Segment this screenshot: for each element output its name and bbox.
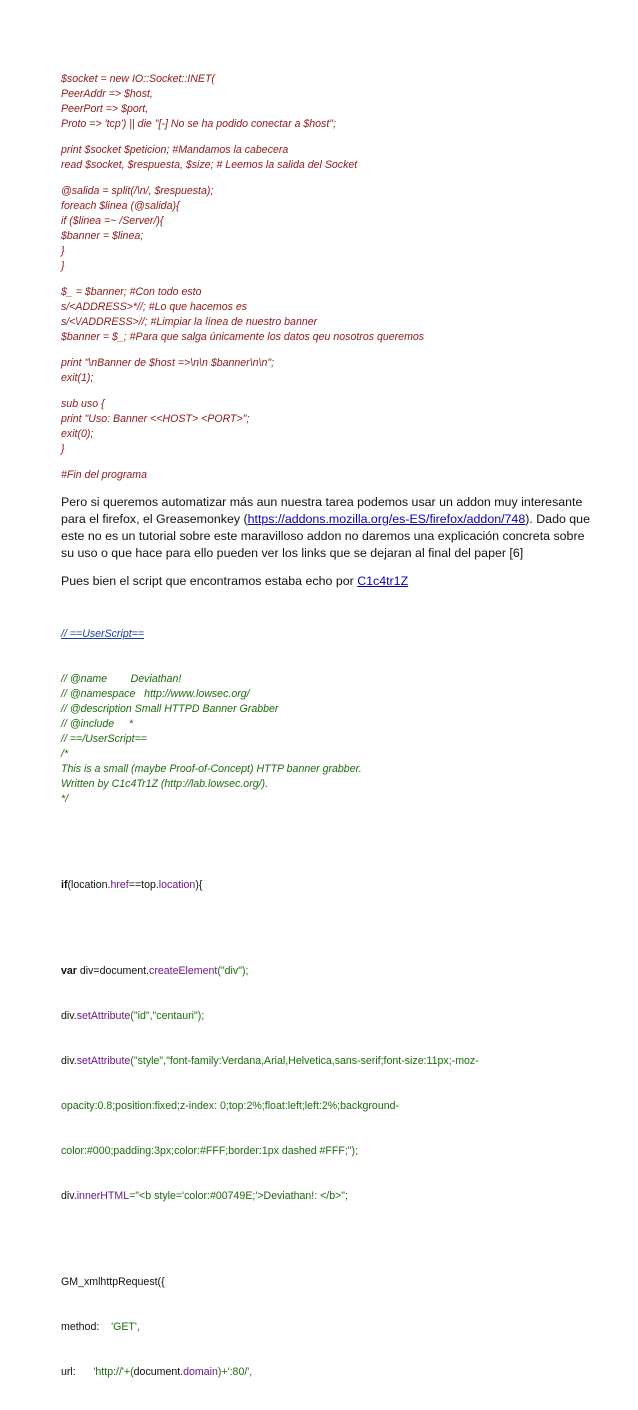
userscript-line: // @name Deviathan! (61, 673, 182, 685)
userscript-line: /* (61, 748, 69, 760)
perl-code-line: } (61, 245, 65, 257)
perl-code-line: $banner = $linea; (61, 230, 144, 242)
paragraph-text: Pero si queremos automatizar más aun nuestra tarea podemos usar un addon muy interesante para el firefox, el Greasemonkey ( (61, 495, 583, 526)
perl-code-line: exit(1); (61, 372, 94, 384)
perl-code-line: sub uso { (61, 398, 105, 410)
perl-code-line: s/<ADDRESS>*//; #Lo que hacemos es (61, 301, 248, 313)
perl-code-line: if ($linea =~ /Server/){ (61, 215, 164, 227)
perl-code-line: Proto => 'tcp') || die "[-] No se ha podido conectar a $host"; (61, 118, 337, 130)
js-url-line: url: 'http://'+(document.domain)+':80/', (61, 1366, 253, 1378)
perl-code-line: PeerPort => $port, (61, 103, 149, 115)
perl-code-line: s/<\/ADDRESS>//; #Limpiar la línea de nuestro banner (61, 316, 318, 328)
perl-code-line: #Fin del programa (61, 469, 147, 481)
perl-code-line: print "Uso: Banner <<HOST> <PORT>"; (61, 413, 250, 425)
perl-code-line: PeerAddr => $host, (61, 88, 153, 100)
js-style-cont-1: opacity:0.8;position:fixed;z-index: 0;top:2%;float:left;left:2%;background- (61, 1100, 400, 1112)
perl-code-line: } (61, 443, 65, 455)
js-var-line: var div=document.createElement("div"); (61, 965, 249, 977)
js-setattr-id-line: div.setAttribute("id","centauri"); (61, 1010, 205, 1022)
paragraph-author-text: Pues bien el script que encontramos estaba echo por (61, 574, 358, 588)
js-method-line: method: 'GET', (61, 1321, 140, 1333)
author-link[interactable]: C1c4tr1Z (357, 574, 409, 588)
js-style-cont-2: color:#000;padding:3px;color:#FFF;border:1px dashed #FFF;"); (61, 1145, 359, 1157)
page-content (61, 72, 591, 1410)
javascript-code (61, 848, 591, 1410)
userscript-line: Written by C1c4Tr1Z (http://lab.lowsec.org/). (61, 778, 269, 790)
paragraph-text-cont: ). Dado que este no es un tutorial sobre este maravilloso addon no daremos una explicación concreta sobre su uso o que hace para ello pueden ver los links que se dejaran al final del paper [6] (61, 512, 590, 560)
userscript-line: // @description Small HTTPD Banner Grabber (61, 703, 279, 715)
paragraph-greasemonkey (61, 494, 591, 562)
js-innerhtml-line: div.innerHTML="<b style='color:#00749E;'>Deviathan!: </b>"; (61, 1190, 348, 1202)
js-if-line: if(location.href==top.location){ (61, 879, 203, 891)
perl-code-line: foreach $linea (@salida){ (61, 200, 180, 212)
js-gm-call-line: GM_xmlhttpRequest({ (61, 1276, 165, 1288)
addon-link[interactable]: https://addons.mozilla.org/es-ES/firefox/addon/748 (247, 512, 526, 526)
perl-code-block (61, 72, 591, 483)
userscript-line: // @include * (61, 718, 133, 730)
perl-code-line: exit(0); (61, 428, 94, 440)
perl-code-line: $socket = new IO::Socket::INET( (61, 73, 215, 85)
perl-code-line: print "\nBanner de $host =>\n\n $banner\n\n"; (61, 357, 275, 369)
perl-code-line: $banner = $_; #Para que salga únicamente los datos qeu nosotros queremos (61, 331, 425, 343)
userscript-line: */ (61, 793, 69, 805)
perl-code-line: @salida = split(/\n/, $respuesta); (61, 185, 214, 197)
perl-code-line: } (61, 260, 65, 272)
userscript-start[interactable]: // ==UserScript== (61, 628, 145, 640)
userscript-line: // ==/UserScript== (61, 733, 147, 745)
perl-code-line: print $socket $peticion; #Mandamos la cabecera (61, 144, 289, 156)
perl-code-line: $_ = $banner; #Con todo esto (61, 286, 202, 298)
js-setattr-style-line: div.setAttribute("style","font-family:Verdana,Arial,Helvetica,sans-serif;font-size:11px;-moz- (61, 1055, 479, 1067)
paragraph-author (61, 573, 591, 590)
perl-code-line: read $socket, $respuesta, $size; # Leemos la salida del Socket (61, 159, 358, 171)
userscript-header (61, 597, 591, 837)
userscript-line: // @namespace http://www.lowsec.org/ (61, 688, 250, 700)
userscript-line: This is a small (maybe Proof-of-Concept) HTTP banner grabber. (61, 763, 362, 775)
